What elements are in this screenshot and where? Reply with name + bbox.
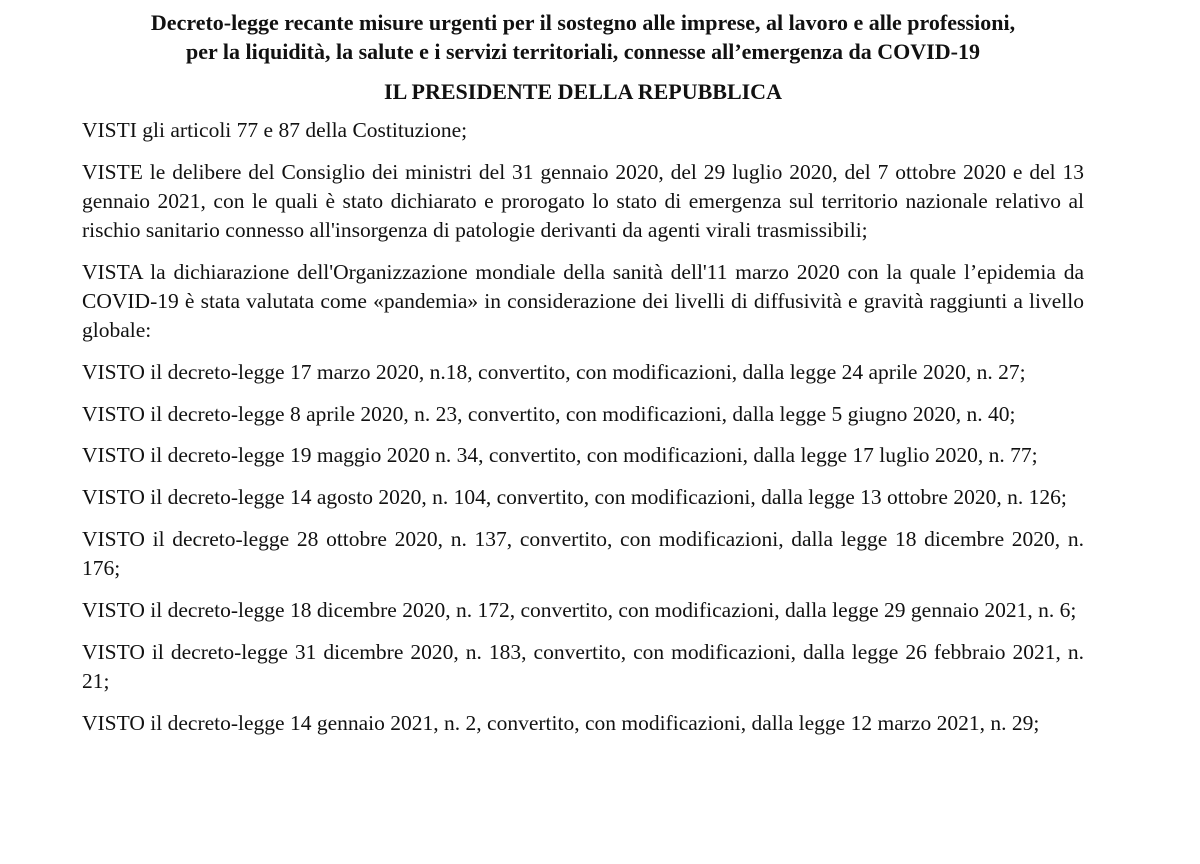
paragraph-visto-dl-23-2020: VISTO il decreto-legge 8 aprile 2020, n. 23, convertito, con modificazioni, dalla legge 5 giugno 2020, n. 40; <box>82 402 1016 426</box>
paragraph-visto-dl-183-2020: VISTO il decreto-legge 31 dicembre 2020, n. 183, convertito, con modificazioni, dalla legge 26 febbraio 2021, n. 21; <box>82 640 1084 693</box>
paragraph-visti-costituzione: VISTI gli articoli 77 e 87 della Costituzione; <box>82 118 468 142</box>
document-title-line-2: per la liquidità, la salute e i servizi territoriali, connesse all’emergenza da COVID-19 <box>186 39 980 64</box>
paragraph-visto-dl-18-2020: VISTO il decreto-legge 17 marzo 2020, n.18, convertito, con modificazioni, dalla legge 24 aprile 2020, n. 27; <box>82 360 1026 384</box>
paragraph-visto-dl-2-2021: VISTO il decreto-legge 14 gennaio 2021, n. 2, convertito, con modificazioni, dalla legge 12 marzo 2021, n. 29; <box>82 711 1040 735</box>
document-page <box>82 8 1084 738</box>
document-title <box>82 8 1084 66</box>
paragraph-visto-dl-137-2020: VISTO il decreto-legge 28 ottobre 2020, n. 137, convertito, con modificazioni, dalla legge 18 dicembre 2020, n. 176; <box>82 527 1084 580</box>
paragraph-visto-dl-104-2020: VISTO il decreto-legge 14 agosto 2020, n. 104, convertito, con modificazioni, dalla legge 13 ottobre 2020, n. 126; <box>82 485 1067 509</box>
paragraph-visto-dl-34-2020: VISTO il decreto-legge 19 maggio 2020 n. 34, convertito, con modificazioni, dalla legge 17 luglio 2020, n. 77; <box>82 443 1038 467</box>
president-heading: IL PRESIDENTE DELLA REPUBBLICA <box>384 79 782 104</box>
document-title-line-1: Decreto-legge recante misure urgenti per il sostegno alle imprese, al lavoro e alle professioni, <box>150 10 1016 35</box>
paragraph-viste-delibere: VISTE le delibere del Consiglio dei ministri del 31 gennaio 2020, del 29 luglio 2020, del 7 ottobre 2020 e del 13 gennaio 2021, con le quali è stato dichiarato e prorogato lo stato di emergenza sul territorio nazionale relativo al rischio sanitario connesso all'insorgenza di patologie derivanti da agenti virali trasmissibili; <box>82 160 1084 242</box>
paragraph-visto-dl-172-2020: VISTO il decreto-legge 18 dicembre 2020, n. 172, convertito, con modificazioni, dalla legge 29 gennaio 2021, n. 6; <box>82 598 1077 622</box>
paragraph-vista-dichiarazione-oms: VISTA la dichiarazione dell'Organizzazione mondiale della sanità dell'11 marzo 2020 con la quale l’epidemia da COVID-19 è stata valutata come «pandemia» in considerazione dei livelli di diffusività e gravità raggiunti a livello globale: <box>82 260 1084 342</box>
